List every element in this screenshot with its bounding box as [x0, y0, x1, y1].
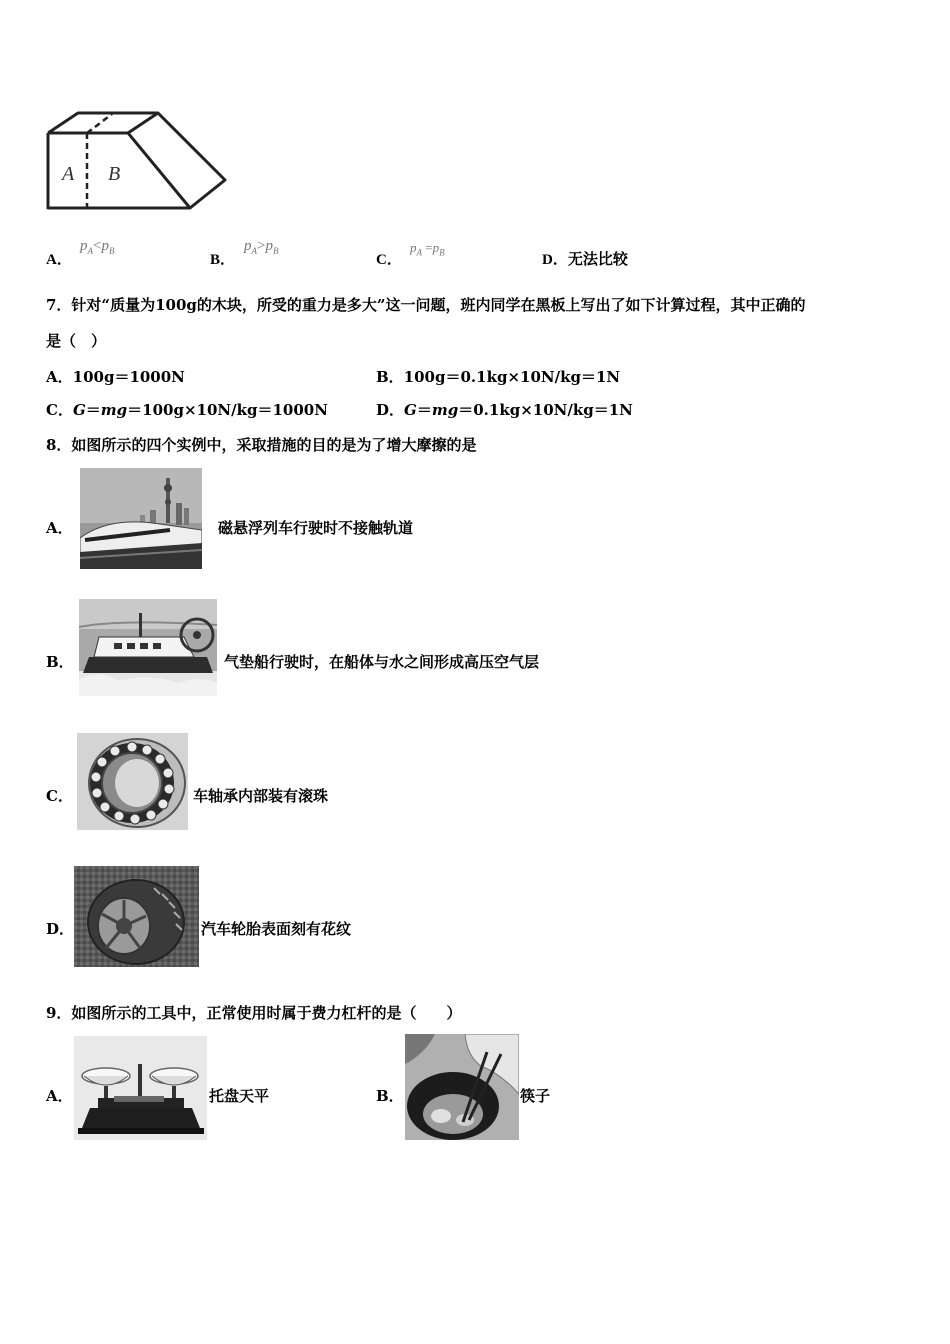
q8-option-a-text: 磁悬浮列车行驶时不接触轨道	[218, 519, 414, 537]
q6-option-a-label: A．	[46, 252, 72, 268]
q6-option-d[interactable]	[542, 248, 628, 269]
chopsticks-photo	[405, 1034, 519, 1140]
q6-option-a[interactable]	[46, 248, 72, 269]
q8-option-a-label[interactable]: A．	[46, 519, 73, 537]
q6-option-b-label: B．	[210, 252, 236, 268]
q6-option-c-formula: $p_A =p_B$	[410, 240, 445, 258]
q7-option-c[interactable]: C．G＝mg＝100g×10N/kg＝1000N	[46, 401, 328, 419]
q6-option-b-formula: $p_A>p_B$	[244, 238, 279, 256]
q8-option-c-label[interactable]: C．	[46, 787, 73, 805]
q6-option-c-label: C．	[376, 252, 402, 268]
q9-option-a-text: 托盘天平	[209, 1087, 270, 1105]
q8-option-d-text: 汽车轮胎表面刻有花纹	[201, 920, 352, 938]
q6-option-d-label: D．	[542, 252, 568, 268]
q6-label-b: B	[108, 163, 121, 185]
q6-option-b[interactable]	[210, 248, 235, 269]
q9-stem: 9．如图所示的工具中，正常使用时属于费力杠杆的是（ ）	[46, 1004, 462, 1022]
q7-option-b[interactable]: B．100g＝0.1kg×10N/kg＝1N	[376, 368, 621, 386]
tire-tread-photo	[74, 866, 199, 967]
q6-option-a-formula: $p_A<p_B$	[80, 238, 115, 256]
q8-option-b-label[interactable]: B．	[46, 653, 74, 671]
ball-bearing-photo	[77, 733, 188, 830]
q6-option-c[interactable]	[376, 248, 402, 269]
q8-option-b-text: 气垫船行驶时，在船体与水之间形成高压空气层	[224, 653, 540, 671]
q9-option-b-text: 筷子	[520, 1087, 551, 1105]
q8-option-d-label[interactable]: D．	[46, 920, 75, 938]
q6-figure	[40, 108, 230, 218]
q7-stem-line2: 是（ ）	[46, 332, 107, 350]
q7-option-a[interactable]: A．100g＝1000N	[46, 368, 185, 386]
q9-option-b-label[interactable]: B．	[376, 1087, 404, 1105]
q7-option-d[interactable]: D．G＝mg＝0.1kg×10N/kg＝1N	[376, 401, 633, 419]
q7-stem-line1: 7．针对“质量为100g的木块，所受的重力是多大”这一问题，班内同学在黑板上写出了如下计算过程，其中正确的	[46, 296, 806, 314]
maglev-train-photo	[80, 468, 202, 569]
q8-stem: 8．如图所示的四个实例中，采取措施的目的是为了增大摩擦的是	[46, 436, 477, 454]
q6-option-d-text: 无法比较	[567, 252, 628, 268]
balance-scale-photo	[74, 1036, 207, 1140]
q8-option-c-text: 车轴承内部装有滚珠	[193, 787, 329, 805]
q9-option-a-label[interactable]: A．	[46, 1087, 73, 1105]
q6-label-a: A	[62, 163, 75, 185]
hovercraft-photo	[79, 599, 217, 696]
